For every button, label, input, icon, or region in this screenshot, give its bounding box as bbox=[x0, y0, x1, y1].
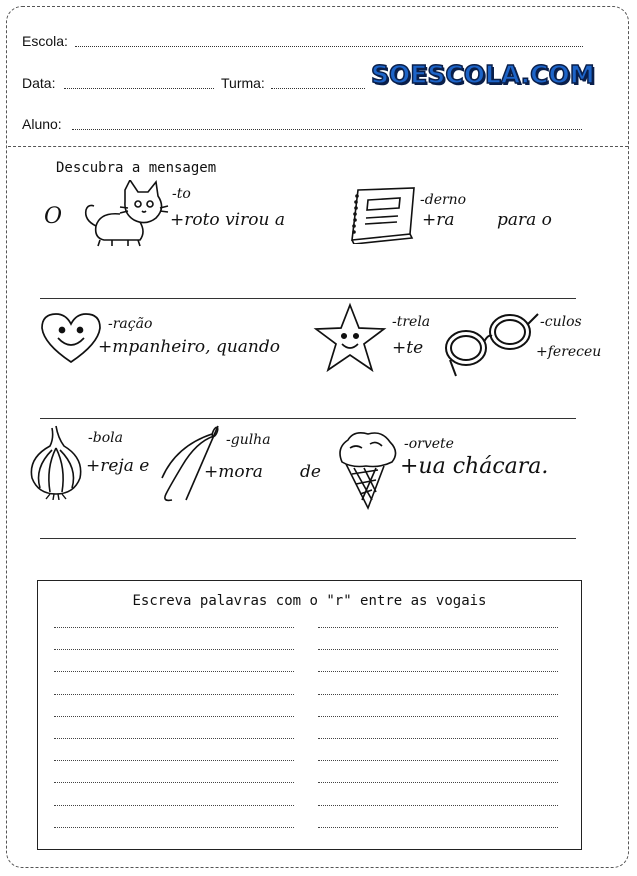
garlic-plus: +reja e bbox=[86, 456, 150, 476]
book-plus: +ra bbox=[422, 210, 455, 230]
writing-line[interactable] bbox=[318, 694, 558, 695]
star-icon bbox=[312, 302, 388, 374]
brand-logo: SOESCOLA.COM bbox=[371, 60, 595, 89]
book-minus: -derno bbox=[420, 192, 467, 208]
task1-title: Descubra a mensagem bbox=[56, 160, 217, 176]
writing-line[interactable] bbox=[318, 716, 558, 717]
glasses-plus: +fereceu bbox=[536, 344, 602, 360]
glasses-icon bbox=[440, 304, 540, 380]
writing-line[interactable] bbox=[54, 760, 294, 761]
ice-cream-icon bbox=[332, 428, 402, 510]
cat-plus: +roto virou a bbox=[170, 210, 285, 230]
answer-line-3[interactable] bbox=[40, 538, 576, 539]
star-minus: -trela bbox=[392, 314, 431, 330]
writing-line[interactable] bbox=[54, 782, 294, 783]
notebook-icon bbox=[348, 186, 418, 244]
school-field[interactable] bbox=[75, 46, 583, 47]
writing-line[interactable] bbox=[54, 671, 294, 672]
student-field[interactable] bbox=[72, 129, 582, 130]
needle-plus: +mora bbox=[204, 462, 263, 482]
writing-line[interactable] bbox=[318, 738, 558, 739]
writing-line[interactable] bbox=[54, 694, 294, 695]
date-field[interactable] bbox=[64, 88, 214, 89]
writing-line[interactable] bbox=[318, 649, 558, 650]
writing-line[interactable] bbox=[54, 805, 294, 806]
star-plus: +te bbox=[392, 338, 424, 358]
heart-minus: -ração bbox=[108, 316, 153, 332]
answer-line-1[interactable] bbox=[40, 298, 576, 299]
answer-line-2[interactable] bbox=[40, 418, 576, 419]
class-label: Turma: bbox=[221, 75, 265, 91]
writing-line[interactable] bbox=[318, 627, 558, 628]
writing-line[interactable] bbox=[318, 760, 558, 761]
writing-line[interactable] bbox=[54, 738, 294, 739]
writing-line[interactable] bbox=[318, 782, 558, 783]
ice-plus: +ua chácara. bbox=[400, 454, 549, 479]
writing-line[interactable] bbox=[54, 716, 294, 717]
word-o: O bbox=[44, 204, 63, 229]
cat-icon bbox=[80, 180, 170, 248]
ice-minus: -orvete bbox=[404, 436, 454, 452]
writing-line[interactable] bbox=[318, 805, 558, 806]
glasses-minus: -culos bbox=[540, 314, 582, 330]
header-separator bbox=[8, 146, 628, 147]
writing-line[interactable] bbox=[54, 649, 294, 650]
needle-minus: -gulha bbox=[226, 432, 271, 448]
school-label: Escola: bbox=[22, 33, 68, 49]
heart-plus: +mpanheiro, quando bbox=[98, 337, 280, 357]
class-field[interactable] bbox=[271, 88, 365, 89]
para-o: para o bbox=[497, 210, 552, 230]
writing-line[interactable] bbox=[318, 827, 558, 828]
student-label: Aluno: bbox=[22, 116, 62, 132]
cat-minus: -to bbox=[172, 186, 191, 202]
writing-line[interactable] bbox=[54, 627, 294, 628]
writing-line[interactable] bbox=[54, 827, 294, 828]
task2-title: Escreva palavras com o "r" entre as vogais bbox=[132, 593, 487, 609]
heart-icon bbox=[38, 310, 104, 368]
garlic-icon bbox=[28, 424, 86, 500]
writing-line[interactable] bbox=[318, 671, 558, 672]
garlic-minus: -bola bbox=[88, 430, 123, 446]
date-label: Data: bbox=[22, 75, 56, 91]
word-de: de bbox=[300, 462, 321, 482]
